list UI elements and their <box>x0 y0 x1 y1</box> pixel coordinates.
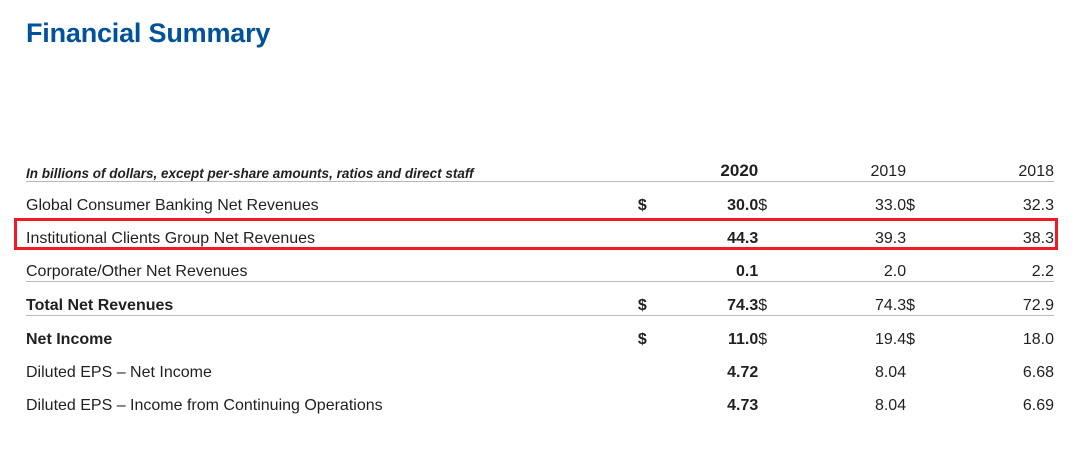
row-value-2018: 2.2 <box>1031 263 1054 280</box>
row-currency-2018: $ <box>906 282 947 316</box>
row-value-2018: 18.0 <box>947 316 1054 350</box>
table-row <box>26 182 1054 216</box>
row-value-2020: 44.3 <box>727 230 759 247</box>
column-header-2018: 2018 <box>1018 163 1054 180</box>
row-value-2018: 6.68 <box>1022 364 1054 381</box>
row-currency-2018 <box>906 215 947 248</box>
table-row <box>26 349 1054 382</box>
row-currency-2020 <box>638 248 667 282</box>
row-label: Diluted EPS – Net Income <box>26 364 212 381</box>
row-value-2018: 32.3 <box>1022 197 1054 214</box>
row-currency-2019: $ <box>758 316 799 350</box>
column-header-2019: 2019 <box>870 163 907 180</box>
row-currency-2018: $ <box>906 316 947 350</box>
row-currency-2019: $ <box>758 282 799 316</box>
row-value-2020: 30.0 <box>727 197 759 214</box>
row-currency-2019 <box>758 215 799 248</box>
row-currency-2019 <box>758 382 799 415</box>
column-header-2020: 2020 <box>720 161 759 180</box>
row-currency-2020: $ <box>638 316 667 350</box>
table-header-row <box>26 161 1054 181</box>
row-currency-2020: $ <box>637 197 647 214</box>
row-value-2020: 74.3 <box>666 282 758 316</box>
row-currency-2020 <box>638 215 667 248</box>
table-row <box>26 248 1054 282</box>
table-row <box>26 282 1054 316</box>
row-value-2020: 0.1 <box>735 263 759 280</box>
row-label: Corporate/Other Net Revenues <box>26 263 248 280</box>
row-currency-2018: $ <box>906 197 915 214</box>
row-value-2019: 8.04 <box>874 397 907 414</box>
row-label: Diluted EPS – Income from Continuing Operations <box>26 397 383 414</box>
table-row <box>26 382 1054 415</box>
row-currency-2020 <box>638 382 667 415</box>
row-value-2019: 19.4 <box>799 316 906 350</box>
row-label: Institutional Clients Group Net Revenues <box>26 230 316 247</box>
row-value-2018: 38.3 <box>1022 230 1054 247</box>
row-value-2019: 2.0 <box>883 263 907 280</box>
row-value-2018: 72.9 <box>947 282 1054 316</box>
row-currency-2018 <box>906 248 947 282</box>
table-row <box>26 316 1054 350</box>
row-value-2020: 11.0 <box>666 316 758 350</box>
row-currency-2019 <box>758 349 799 382</box>
row-label: Net Income <box>26 316 638 350</box>
row-value-2018: 6.69 <box>1022 397 1054 414</box>
row-label: Total Net Revenues <box>26 282 638 316</box>
table-row <box>26 215 1054 248</box>
row-value-2019: 74.3 <box>799 282 906 316</box>
row-value-2020: 4.73 <box>727 397 759 414</box>
row-currency-2020 <box>638 349 667 382</box>
row-currency-2018 <box>906 349 947 382</box>
financial-summary-table <box>26 161 1054 415</box>
page-title: Financial Summary <box>26 18 271 48</box>
table-caption: In billions of dollars, except per-share amounts, ratios and direct staff <box>26 166 474 181</box>
row-currency-2018 <box>906 382 947 415</box>
row-label: Global Consumer Banking Net Revenues <box>26 197 319 214</box>
row-value-2019: 39.3 <box>874 230 907 247</box>
row-currency-2020: $ <box>638 282 667 316</box>
row-value-2019: 33.0 <box>874 197 907 214</box>
row-value-2019: 8.04 <box>874 364 907 381</box>
row-currency-2019 <box>758 248 799 282</box>
row-value-2020: 4.72 <box>727 364 759 381</box>
row-currency-2019: $ <box>758 197 768 214</box>
